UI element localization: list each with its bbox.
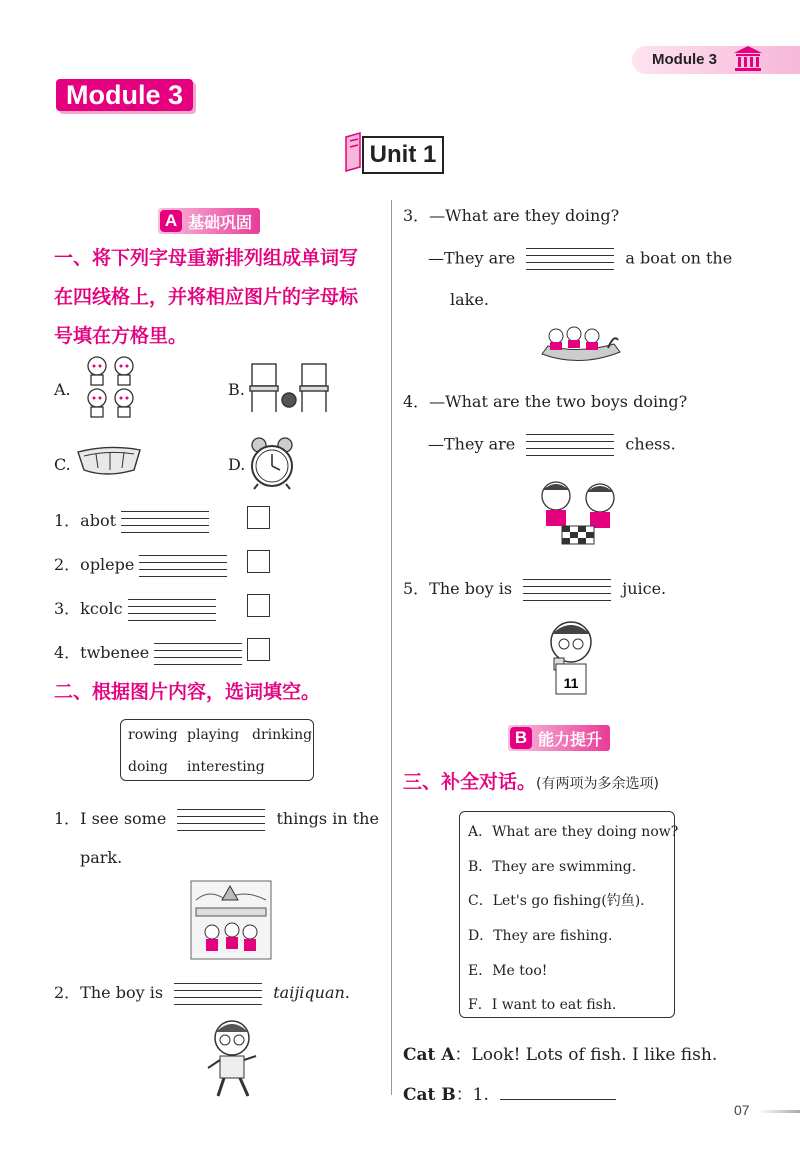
footer-rule — [758, 1110, 800, 1113]
q3-line1: 3．—What are they doing? — [403, 206, 620, 225]
park-picture — [190, 880, 272, 960]
q3-line2: —They are a boat on the — [428, 246, 732, 272]
option-b: B．They are swimming. — [468, 859, 637, 875]
option-e: E．Me too! — [468, 963, 548, 979]
boy-drinking-picture — [540, 618, 602, 700]
word-bank-item: drinking — [252, 727, 313, 743]
q4-line2: —They are chess. — [428, 432, 676, 458]
chess-boys-picture — [538, 478, 618, 548]
boy-taijiquan-picture — [204, 1018, 260, 1100]
answer-lines[interactable] — [526, 432, 614, 458]
option-a: A．What are they doing now? — [468, 824, 679, 840]
answer-lines[interactable] — [121, 509, 209, 535]
word-bank-item: doing — [128, 759, 168, 775]
chairs-picture — [248, 358, 330, 414]
temple-icon — [732, 44, 764, 72]
word-bank — [120, 719, 314, 781]
answer-box-2[interactable] — [247, 550, 270, 573]
column-divider — [391, 200, 392, 1095]
svg-text:11: 11 — [563, 675, 579, 691]
answer-lines[interactable] — [154, 641, 242, 667]
options-box — [459, 811, 675, 1018]
answer-box-1[interactable] — [247, 506, 270, 529]
boat-picture — [76, 444, 142, 478]
unit-title: Unit 1 — [362, 136, 444, 174]
cat-a-line: Cat A：Look! Lots of fish. I like fish. — [403, 1045, 718, 1065]
word-bank-item: interesting — [187, 759, 265, 775]
page-number: 07 — [734, 1102, 750, 1118]
module-tab-label: Module 3 — [652, 51, 718, 68]
q3-line3: lake. — [450, 290, 489, 309]
word-4: 4．twbenee — [54, 640, 242, 667]
part3-title: 三、补全对话。(有两项为多余选项) — [403, 771, 659, 793]
section-b-badge: B 能力提升 — [508, 725, 610, 751]
pic-label-c: C. — [54, 455, 71, 474]
cat-b-line: Cat B：1. — [403, 1080, 616, 1105]
pic-label-b: B. — [228, 380, 245, 399]
q1-line1: 1．I see some things in the — [54, 806, 379, 833]
part2-title: 二、根据图片内容，选词填空。 — [54, 681, 321, 703]
q4-line1: 4．—What are the two boys doing? — [403, 392, 688, 411]
option-f: F．I want to eat fish. — [468, 997, 617, 1013]
word-1: 1．abot — [54, 508, 209, 535]
word-3: 3．kcolc — [54, 596, 216, 623]
pic-label-d: D. — [228, 455, 246, 474]
answer-lines[interactable] — [128, 597, 216, 623]
answer-box-4[interactable] — [247, 638, 270, 661]
part1-title-line3: 号填在方格里。 — [54, 325, 188, 347]
pic-label-a: A. — [54, 380, 71, 399]
q5-line: 5．The boy is juice. — [403, 576, 666, 603]
answer-lines[interactable] — [523, 577, 611, 603]
rowing-boat-picture — [540, 324, 622, 368]
book-icon — [344, 131, 364, 173]
answer-lines[interactable] — [177, 807, 265, 833]
q1-line2: park. — [80, 848, 123, 867]
people-picture — [82, 352, 142, 422]
option-c: C．Let's go fishing(钓鱼). — [468, 893, 645, 909]
word-bank-item: playing — [187, 727, 240, 743]
part1-title-line2: 在四线格上，并将相应图片的字母标 — [54, 286, 359, 308]
section-a-badge: A 基础巩固 — [158, 208, 260, 234]
answer-lines[interactable] — [526, 246, 614, 272]
answer-lines[interactable] — [139, 553, 227, 579]
clock-picture — [246, 436, 298, 490]
answer-blank[interactable] — [500, 1099, 616, 1100]
word-2: 2．oplepe — [54, 552, 227, 579]
part1-title-line1: 一、将下列字母重新排列组成单词写 — [54, 247, 359, 269]
answer-box-3[interactable] — [247, 594, 270, 617]
option-d: D．They are fishing. — [468, 928, 613, 944]
answer-lines[interactable] — [174, 981, 262, 1007]
q2-line: 2．The boy is taijiquan. — [54, 980, 350, 1007]
module-title: Module 3 — [56, 79, 193, 111]
word-bank-item: rowing — [128, 727, 178, 743]
